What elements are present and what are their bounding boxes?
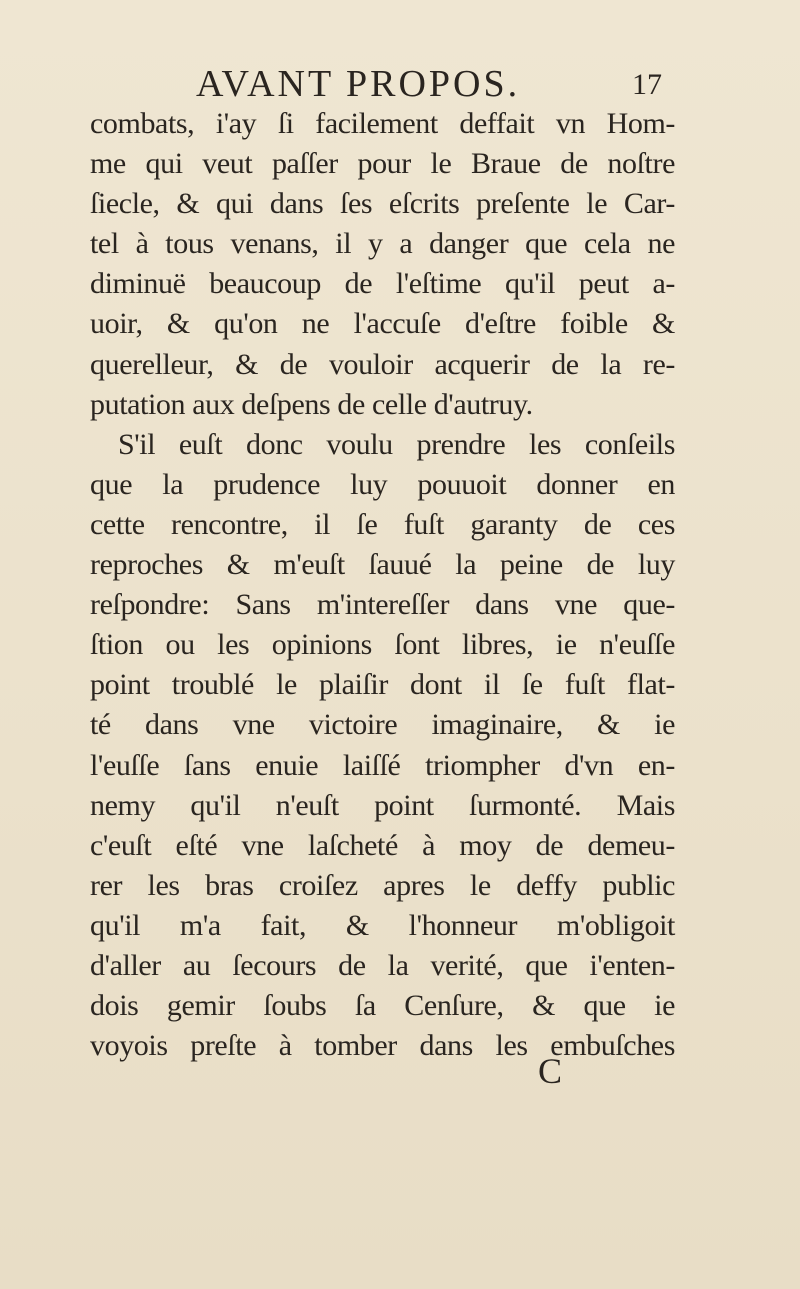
text-line: S'il euſt donc voulu prendre les conſeils bbox=[118, 427, 675, 461]
text-line: point troublé le plaiſir dont il ſe fuſt flat- bbox=[90, 668, 675, 702]
text-line: nemy qu'il n'euſt point ſurmonté. Mais bbox=[90, 788, 675, 822]
text-line: reſpondre: Sans m'intereſſer dans vne que- bbox=[90, 588, 675, 622]
body-text bbox=[90, 104, 675, 1066]
text-line: l'euſſe ſans enuie laiſſé triompher d'vn en- bbox=[90, 748, 675, 782]
text-line: c'euſt eſté vne laſcheté à moy de demeu- bbox=[90, 828, 675, 862]
text-line: d'aller au ſecours de la verité, que i'enten- bbox=[90, 948, 675, 982]
text-line: ſiecle, & qui dans ſes eſcrits preſente le Car- bbox=[90, 187, 675, 221]
text-line: me qui veut paſſer pour le Braue de noſtre bbox=[90, 147, 675, 181]
text-line: dois gemir ſoubs ſa Cenſure, & que ie bbox=[90, 989, 675, 1023]
text-line: qu'il m'a fait, & l'honneur m'obligoit bbox=[90, 908, 675, 942]
text-line: reproches & m'euſt ſauué la peine de luy bbox=[90, 548, 675, 582]
text-line: voyois preſte à tomber dans les embuſches bbox=[90, 1029, 675, 1063]
text-line: té dans vne victoire imaginaire, & ie bbox=[90, 708, 675, 742]
text-line: ſtion ou les opinions ſont libres, ie n'euſſe bbox=[90, 628, 675, 662]
text-line: que la prudence luy pouuoit donner en bbox=[90, 467, 675, 501]
text-line: combats, i'ay ſi facilement deffait vn Hom- bbox=[90, 107, 675, 140]
text-line: diminuë beaucoup de l'eſtime qu'il peut a- bbox=[90, 267, 675, 301]
text-line: cette rencontre, il ſe fuſt garanty de ces bbox=[90, 507, 675, 541]
page-number: 17 bbox=[632, 68, 662, 101]
text-line: rer les bras croiſez apres le deffy public bbox=[90, 868, 675, 902]
running-head: AVANT PROPOS. bbox=[196, 63, 521, 105]
text-line: tel à tous venans, il y a danger que cela ne bbox=[90, 227, 675, 261]
text-line: uoir, & qu'on ne l'accuſe d'eſtre foible & bbox=[90, 307, 675, 341]
text-line: putation aux deſpens de celle d'autruy. bbox=[90, 387, 533, 421]
signature-mark: C bbox=[538, 1051, 563, 1091]
text-line: querelleur, & de vouloir acquerir de la re- bbox=[90, 347, 675, 381]
